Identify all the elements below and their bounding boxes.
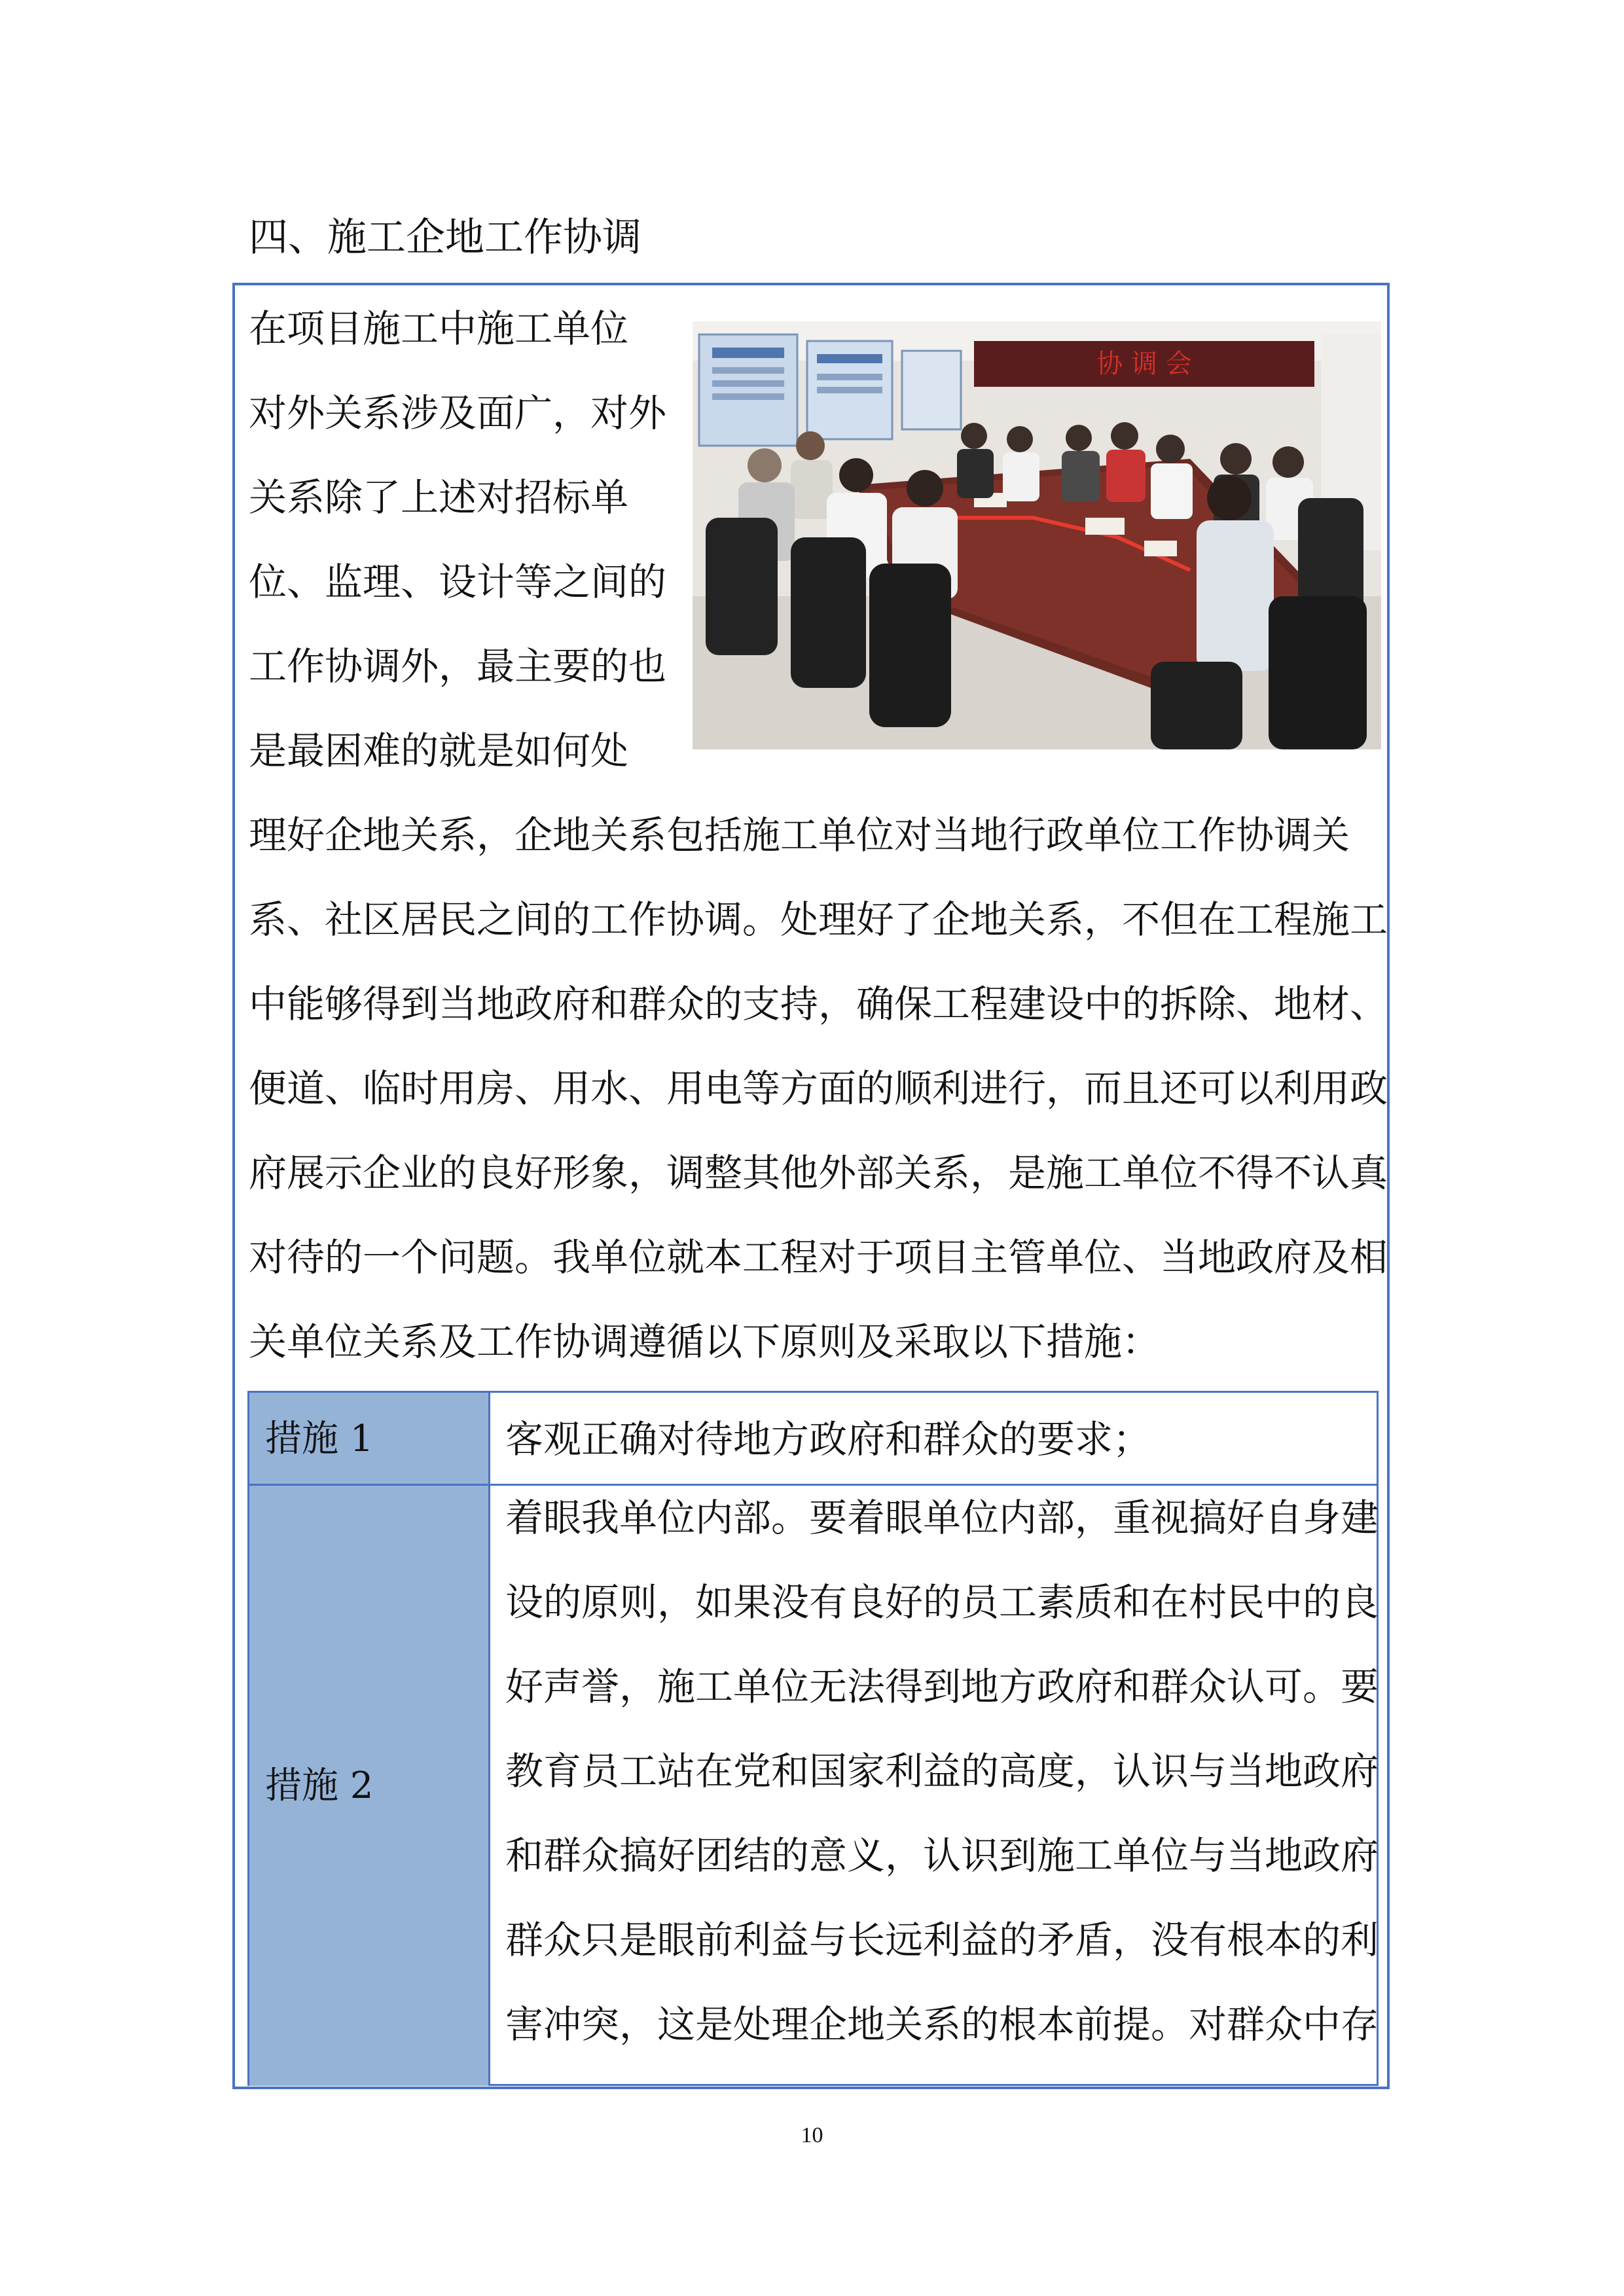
intro-line: 对外关系涉及面广，对外 xyxy=(249,391,667,435)
measure-line: 设的原则，如果没有良好的员工素质和在村民中的良 xyxy=(505,1580,1379,1624)
measure-line: 害冲突，这是处理企地关系的根本前提。对群众中存 xyxy=(505,2002,1379,2047)
page-number: 10 xyxy=(801,2123,823,2147)
intro-line: 理好企地关系，企地关系包括施工单位对当地行政单位工作协调关 xyxy=(249,813,1350,857)
measures-table xyxy=(247,1391,1379,2086)
measure-label: 措施 2 xyxy=(265,1765,374,1807)
intro-line: 是最困难的就是如何处 xyxy=(249,728,629,773)
intro-line: 位、监理、设计等之间的 xyxy=(249,560,667,604)
intro-line: 系、社区居民之间的工作协调。处理好了企地关系，不但在工程施工 xyxy=(249,897,1388,942)
intro-line: 在项目施工中施工单位 xyxy=(249,306,629,351)
intro-paragraph-full xyxy=(249,801,1388,1392)
intro-line: 府展示企业的良好形象，调整其他外部关系，是施工单位不得不认真 xyxy=(249,1151,1388,1195)
banner-text: 协 调 会 xyxy=(1096,349,1192,379)
measure-content-cell xyxy=(490,1393,1377,1484)
measure-label-cell xyxy=(249,1393,490,1484)
table-row xyxy=(249,1486,1377,2086)
measure-line: 和群众搞好团结的意义，认识到施工单位与当地政府 xyxy=(505,1833,1379,1878)
measure-line: 好声誉，施工单位无法得到地方政府和群众认可。要 xyxy=(505,1664,1379,1709)
intro-line: 工作协调外，最主要的也 xyxy=(249,644,667,689)
intro-paragraph-wrapped xyxy=(249,295,681,801)
measure-label-cell xyxy=(249,1486,490,2086)
measure-content-cell xyxy=(490,1486,1377,2086)
intro-line: 对待的一个问题。我单位就本工程对于项目主管单位、当地政府及相 xyxy=(249,1235,1388,1280)
intro-line: 关系除了上述对招标单 xyxy=(249,475,629,520)
measure-line: 教育员工站在党和国家利益的高度，认识与当地政府 xyxy=(505,1749,1379,1793)
intro-line: 便道、临时用房、用水、用电等方面的顺利进行，而且还可以利用政 xyxy=(249,1066,1388,1111)
intro-line: 中能够得到当地政府和群众的支持，确保工程建设中的拆除、地材、 xyxy=(249,982,1388,1026)
section-heading: 四、施工企地工作协调 xyxy=(249,215,641,260)
measure-line: 着眼我单位内部。要着眼单位内部，重视搞好自身建 xyxy=(505,1496,1379,1540)
meeting-photo xyxy=(693,321,1381,749)
measure-line: 客观正确对待地方政府和群众的要求； xyxy=(505,1417,1151,1462)
table-row xyxy=(249,1393,1377,1486)
measure-line: 群众只是眼前利益与长远利益的矛盾，没有根本的利 xyxy=(505,1918,1379,1962)
intro-line: 关单位关系及工作协调遵循以下原则及采取以下措施： xyxy=(249,1319,1161,1364)
measure-label: 措施 1 xyxy=(265,1418,374,1460)
